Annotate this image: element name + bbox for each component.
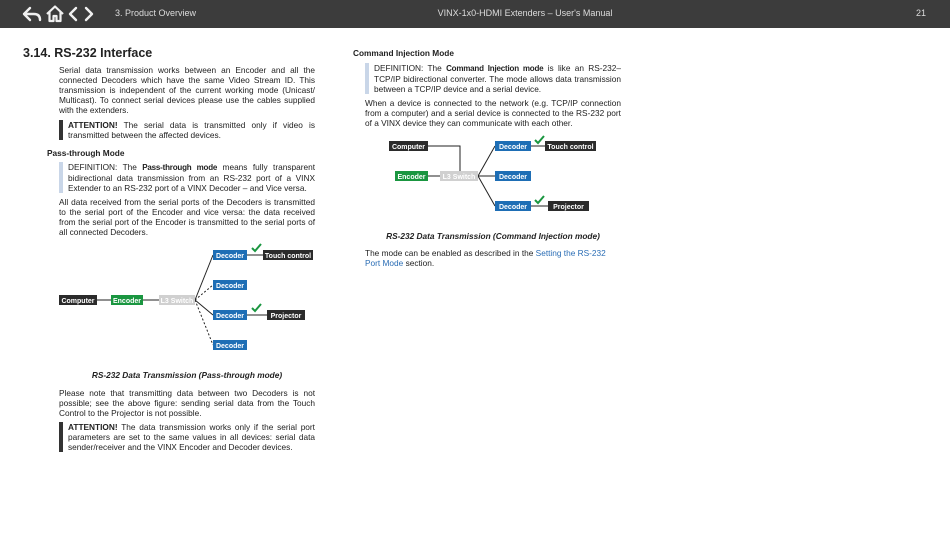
encoder-node [395,171,428,181]
definition-term: Pass-through mode [142,163,218,172]
figure-caption: RS-232 Data Transmission (Pass-through mode) [91,370,283,380]
switch-node [440,171,478,181]
page-number: 21 [915,8,926,18]
decoder-label: Decoder [215,343,245,350]
figure-caption: RS-232 Data Transmission (Command Injection mode) [386,231,600,241]
attention-text: The serial data is transmitted only if video is transmitted between the affected devices. [68,120,315,140]
command-injection-heading: Command Injection Mode [353,48,454,58]
pass-through-paragraph: All data received from the serial ports of the Decoders is transmitted to the serial port of the Encoder and vice versa: the data received from the serial port of the Encoder is transmitted to the serial ports of all connected Decoders. [59,197,315,237]
definition-prefix: DEFINITION: The [68,162,143,172]
encoder-label: Encoder [397,174,426,181]
decoder-label: Decoder [498,204,528,211]
encoder-label: Encoder [112,298,142,305]
top-bar [0,0,950,28]
computer-label: Computer [61,298,95,305]
definition-box-1 [59,162,315,193]
computer-node [59,295,97,305]
command-injection-diagram [385,135,615,217]
document-title: VINX-1x0-HDMI Extenders – User's Manual [437,8,613,18]
decoder-node [495,171,531,181]
command-injection-paragraph: When a device is connected to the network (e.g. TCP/IP connection from a computer) and a serial device is connected to the RS-232 port of a VINX device they can communicate with each other. [365,98,621,128]
attention-box-1 [59,120,315,140]
projector-label: Projector [553,204,584,211]
decoder-node [495,141,531,151]
rs232-port-mode-link[interactable]: Setting the RS-232 Port Mode [365,248,606,268]
decoder-label: Decoder [498,174,528,181]
attention-label: ATTENTION! [68,422,118,432]
back-icon[interactable] [22,4,42,24]
note-paragraph: Please note that transmitting data between two Decoders is not possible; see the above figure: sending serial data from the Touch Control to the Projector is not possible. [59,388,315,418]
attention-box-2 [59,422,315,452]
decoder-node [495,201,531,211]
prev-page-icon[interactable] [66,4,80,24]
enable-mode-suffix: section. [403,258,435,268]
check-icon [252,304,261,311]
decoder-label: Decoder [215,253,245,260]
home-icon[interactable] [45,4,65,24]
decoder-label: Decoder [498,144,528,151]
check-icon [535,136,544,143]
projector-node [548,201,589,211]
touch-control-node [545,141,596,151]
enable-mode-text: The mode can be enabled as described in the [365,248,536,258]
definition-term: Command Injection mode [446,64,544,73]
pass-through-diagram [55,243,320,356]
decoder-node [213,310,247,320]
switch-label: L3 Switch [442,174,476,181]
projector-node [267,310,305,320]
decoder-node [213,340,247,350]
check-icon [535,196,544,203]
computer-label: Computer [391,144,426,151]
attention-label: ATTENTION! [68,120,118,130]
decoder-label: Decoder [215,313,245,320]
enable-mode-paragraph [365,248,621,268]
touch-control-label: Touch control [264,253,312,260]
touch-control-label: Touch control [547,144,594,151]
decoder-node [213,250,247,260]
touch-control-node [263,250,313,260]
switch-node [159,295,195,305]
encoder-node [111,295,143,305]
projector-label: Projector [270,313,302,320]
breadcrumb[interactable]: 3. Product Overview [115,8,197,18]
definition-prefix: DEFINITION: The [374,63,447,73]
computer-node [389,141,428,151]
decoder-label: Decoder [215,283,245,290]
definition-text: means fully transparent bidirectional data transmission from an RS-232 port of a VINX Extender to an RS-232 port of a VINX Decoder – and Vice versa. [68,162,315,193]
definition-box-2 [365,63,621,94]
section-title: 3.14. RS-232 Interface [23,46,153,60]
attention-text: The data transmission works only if the serial port parameters are set to the same values in all devices: serial data sender/receiver and the VINX Encoder and Decoder devices. [68,422,315,452]
next-page-icon[interactable] [82,4,96,24]
decoder-node [213,280,247,290]
switch-label: L3 Switch [160,298,194,305]
definition-text: is like an RS-232–TCP/IP bidirectional converter. The mode allows data transmission between a TCP/IP device and a serial device. [374,63,622,94]
check-icon [252,244,261,251]
intro-paragraph: Serial data transmission works between an Encoder and all the connected Decoders which have the same Video Stream ID. This transmission is independent of the current working mode (Unicast/ Multicast). To connect serial devices please use the cables supplied with the extenders. [59,65,315,115]
pass-through-heading: Pass-through Mode [47,148,125,158]
